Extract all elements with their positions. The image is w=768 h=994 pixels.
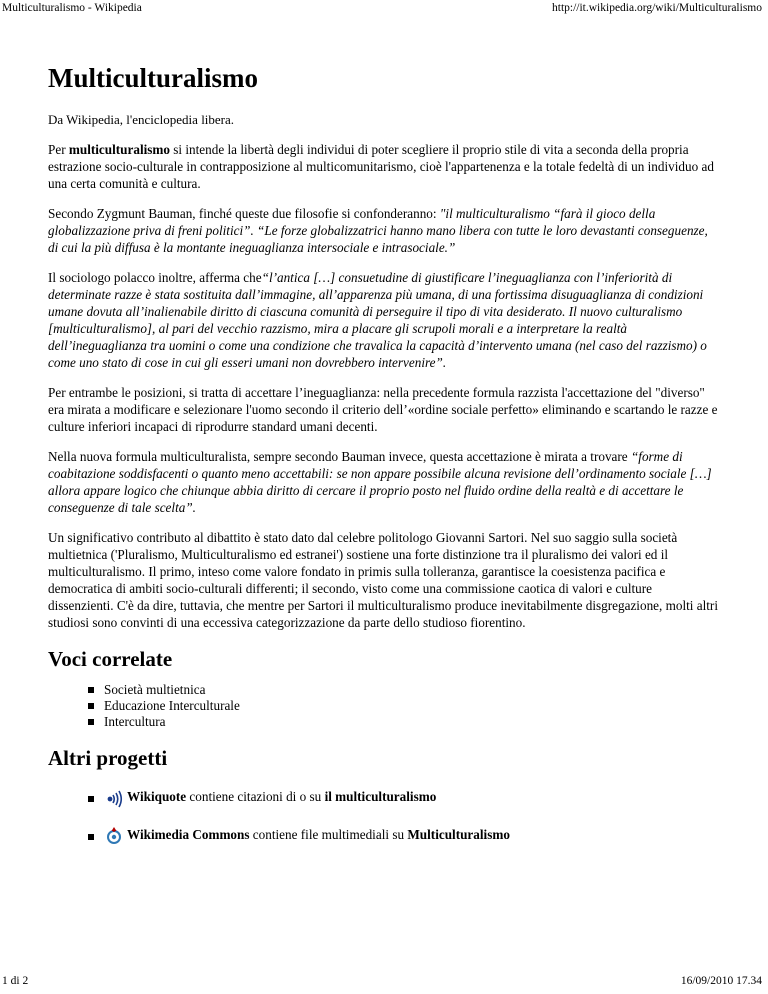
paragraph-sociologist: Il sociologo polacco inoltre, afferma che“l’antica […] consuetudine di giustificare l’ineguaglianza con l’inferiorità di determinate razze è stata sostituita dall’immagine, all’apparenza più umana, di una fortissima disuguaglianza di condizioni umane dovuta all’inalienabile diritto di ciascuna comunità di perseguire il tipo di vita desiderato. Il nuovo culturalismo [multiculturalismo], al pari del vecchio razzismo, mira a placare gli scrupoli morali e a interpretare la realtà dell’ineguaglianza tra uomini o come una condizione che travalica la capacità d’intervento umana (nel caso del razzismo) o come uno stato di cose in cui gli esseri umani non dovrebbero intervenire”. bbox=[48, 270, 707, 370]
article-content bbox=[48, 60, 720, 862]
projects-list bbox=[48, 786, 720, 846]
wikimedia-commons-icon bbox=[104, 826, 124, 846]
project-item-wikiquote: Wikiquote contiene citazioni di o su il multiculturalismo bbox=[88, 786, 720, 808]
commons-link[interactable]: Wikimedia Commons bbox=[127, 827, 250, 842]
heading-related: Voci correlate bbox=[48, 647, 173, 671]
print-header-title: Multiculturalismo - Wikipedia bbox=[2, 2, 142, 14]
paragraph-new-formula: Nella nuova formula multiculturalista, sempre secondo Bauman invece, questa accettazione è mirata a trovare “forme di coabitazione soddisfacenti o quanto meno accettabili: se non appare possibile alcuna revisione dell’ordinamento sociale […] allora appare logico che chiunque abbia diritto di cercare il proprio posto nel fluido ordine della realtà e di accettare le conseguenze di tale scelta”. bbox=[48, 449, 712, 515]
term-bold: multiculturalismo bbox=[68, 142, 170, 157]
paragraph-sartori: Un significativo contributo al dibattito è stato dato dal celebre politologo Giovanni Sartori. Nel suo saggio sulla società multietnica ('Pluralismo, Multiculturalismo ed estranei') sostiene una forte distinzione tra il pluralismo dei valori ed il multiculturalismo. Il primo, inteso come valore fondato in primis sulla tolleranza, garantisce la coesistenza pacifica e democratica di ambiti socio-culturali differenti; il secondo, visto come una commissione caotica di valori e culture dissenzienti. C'è da dire, tuttavia, che mentre per Sartori il multiculturalismo produce inevitabilmente disgregazione, molti altri studiosi sono convinti di una eccessiva categorizzazione da parte dello studioso fiorentino. bbox=[48, 530, 718, 630]
paragraph-definition: Per multiculturalismo si intende la libertà degli individui di poter scegliere il proprio stile di vita a seconda della propria estrazione socio-culturale in contrapposizione al multicomunitarismo, cioè l'appartenenza e la totale fedeltà di un individuo ad una certa comunità e cultura. bbox=[48, 142, 714, 191]
paragraph-positions: Per entrambe le posizioni, si tratta di accettare l’ineguaglianza: nella precedente formula razzista l'accettazione del "diverso" era mirata a modificare e selezionare l'uomo secondo il criterio dell’«ordine sociale perfetto» eliminando e scartando le razze e culture inferiori incapaci di riprodurre standard umani decenti. bbox=[48, 385, 718, 434]
paragraph-bauman: Secondo Zygmunt Bauman, finché queste due filosofie si confonderanno: "il multiculturalismo “farà il gioco della globalizzazione priva di freni politici”. “Le forze globalizzatrici hanno mano libera con tutte le loro devastanti conseguenze, di cui la più diffusa è la montante ineguaglianza intersociale e intrasociale.” bbox=[48, 206, 708, 255]
site-tagline: Da Wikipedia, l'enciclopedia libera. bbox=[48, 112, 235, 127]
print-header-url: http://it.wikipedia.org/wiki/Multiculturalismo bbox=[552, 2, 762, 14]
wikiquote-icon bbox=[104, 788, 124, 808]
print-footer-page: 1 di 2 bbox=[2, 975, 29, 987]
related-item[interactable]: Educazione Interculturale bbox=[88, 698, 720, 714]
project-item-commons: Wikimedia Commons contiene file multimediali su Multiculturalismo bbox=[88, 824, 720, 846]
commons-target-link[interactable]: Multiculturalismo bbox=[407, 827, 510, 842]
print-footer-timestamp: 16/09/2010 17.34 bbox=[680, 975, 762, 987]
wikiquote-link[interactable]: Wikiquote bbox=[127, 789, 187, 804]
related-item[interactable]: Società multietnica bbox=[88, 682, 720, 698]
wikiquote-target-link[interactable]: il multiculturalismo bbox=[324, 789, 437, 804]
quote-sociologist: “l’antica […] consuetudine di giustificare l’ineguaglianza con l’inferiorità di determinate razze è stata sostituita dall’immagine, all’apparenza più umana, di una fortissima disuguaglianza di condizioni umane dovuta all’inalienabile diritto di ciascuna comunità di perseguire il tipo di vita desiderato. Il nuovo culturalismo [multiculturalismo], al pari del vecchio razzismo, mira a placare gli scrupoli morali e a interpretare la realtà dell’ineguaglianza tra uomini o come una condizione che travalica la capacità d’intervento umana (nel caso del razzismo) o come uno stato di cose in cui gli esseri umani non dovrebbero intervenire”. bbox=[48, 270, 707, 370]
heading-projects: Altri progetti bbox=[48, 746, 168, 770]
quote-new-formula: “forme di coabitazione soddisfacenti o quanto meno accettabili: se non appare possibile alcuna revisione dell’ordinamento sociale […] allora appare logico che chiunque abbia diritto di cercare il proprio posto nel fluido ordine della realtà e di accettare le conseguenze di tale scelta”. bbox=[48, 449, 712, 515]
related-item[interactable]: Intercultura bbox=[88, 714, 720, 730]
page-title: Multiculturalismo bbox=[48, 63, 258, 93]
related-list bbox=[48, 682, 720, 730]
quote-bauman: "il multiculturalismo “farà il gioco della globalizzazione priva di freni politici”. “Le forze globalizzatrici hanno mano libera con tutte le loro devastanti conseguenze, di cui la più diffusa è la montante ineguaglianza intersociale e intrasociale.” bbox=[48, 206, 708, 255]
